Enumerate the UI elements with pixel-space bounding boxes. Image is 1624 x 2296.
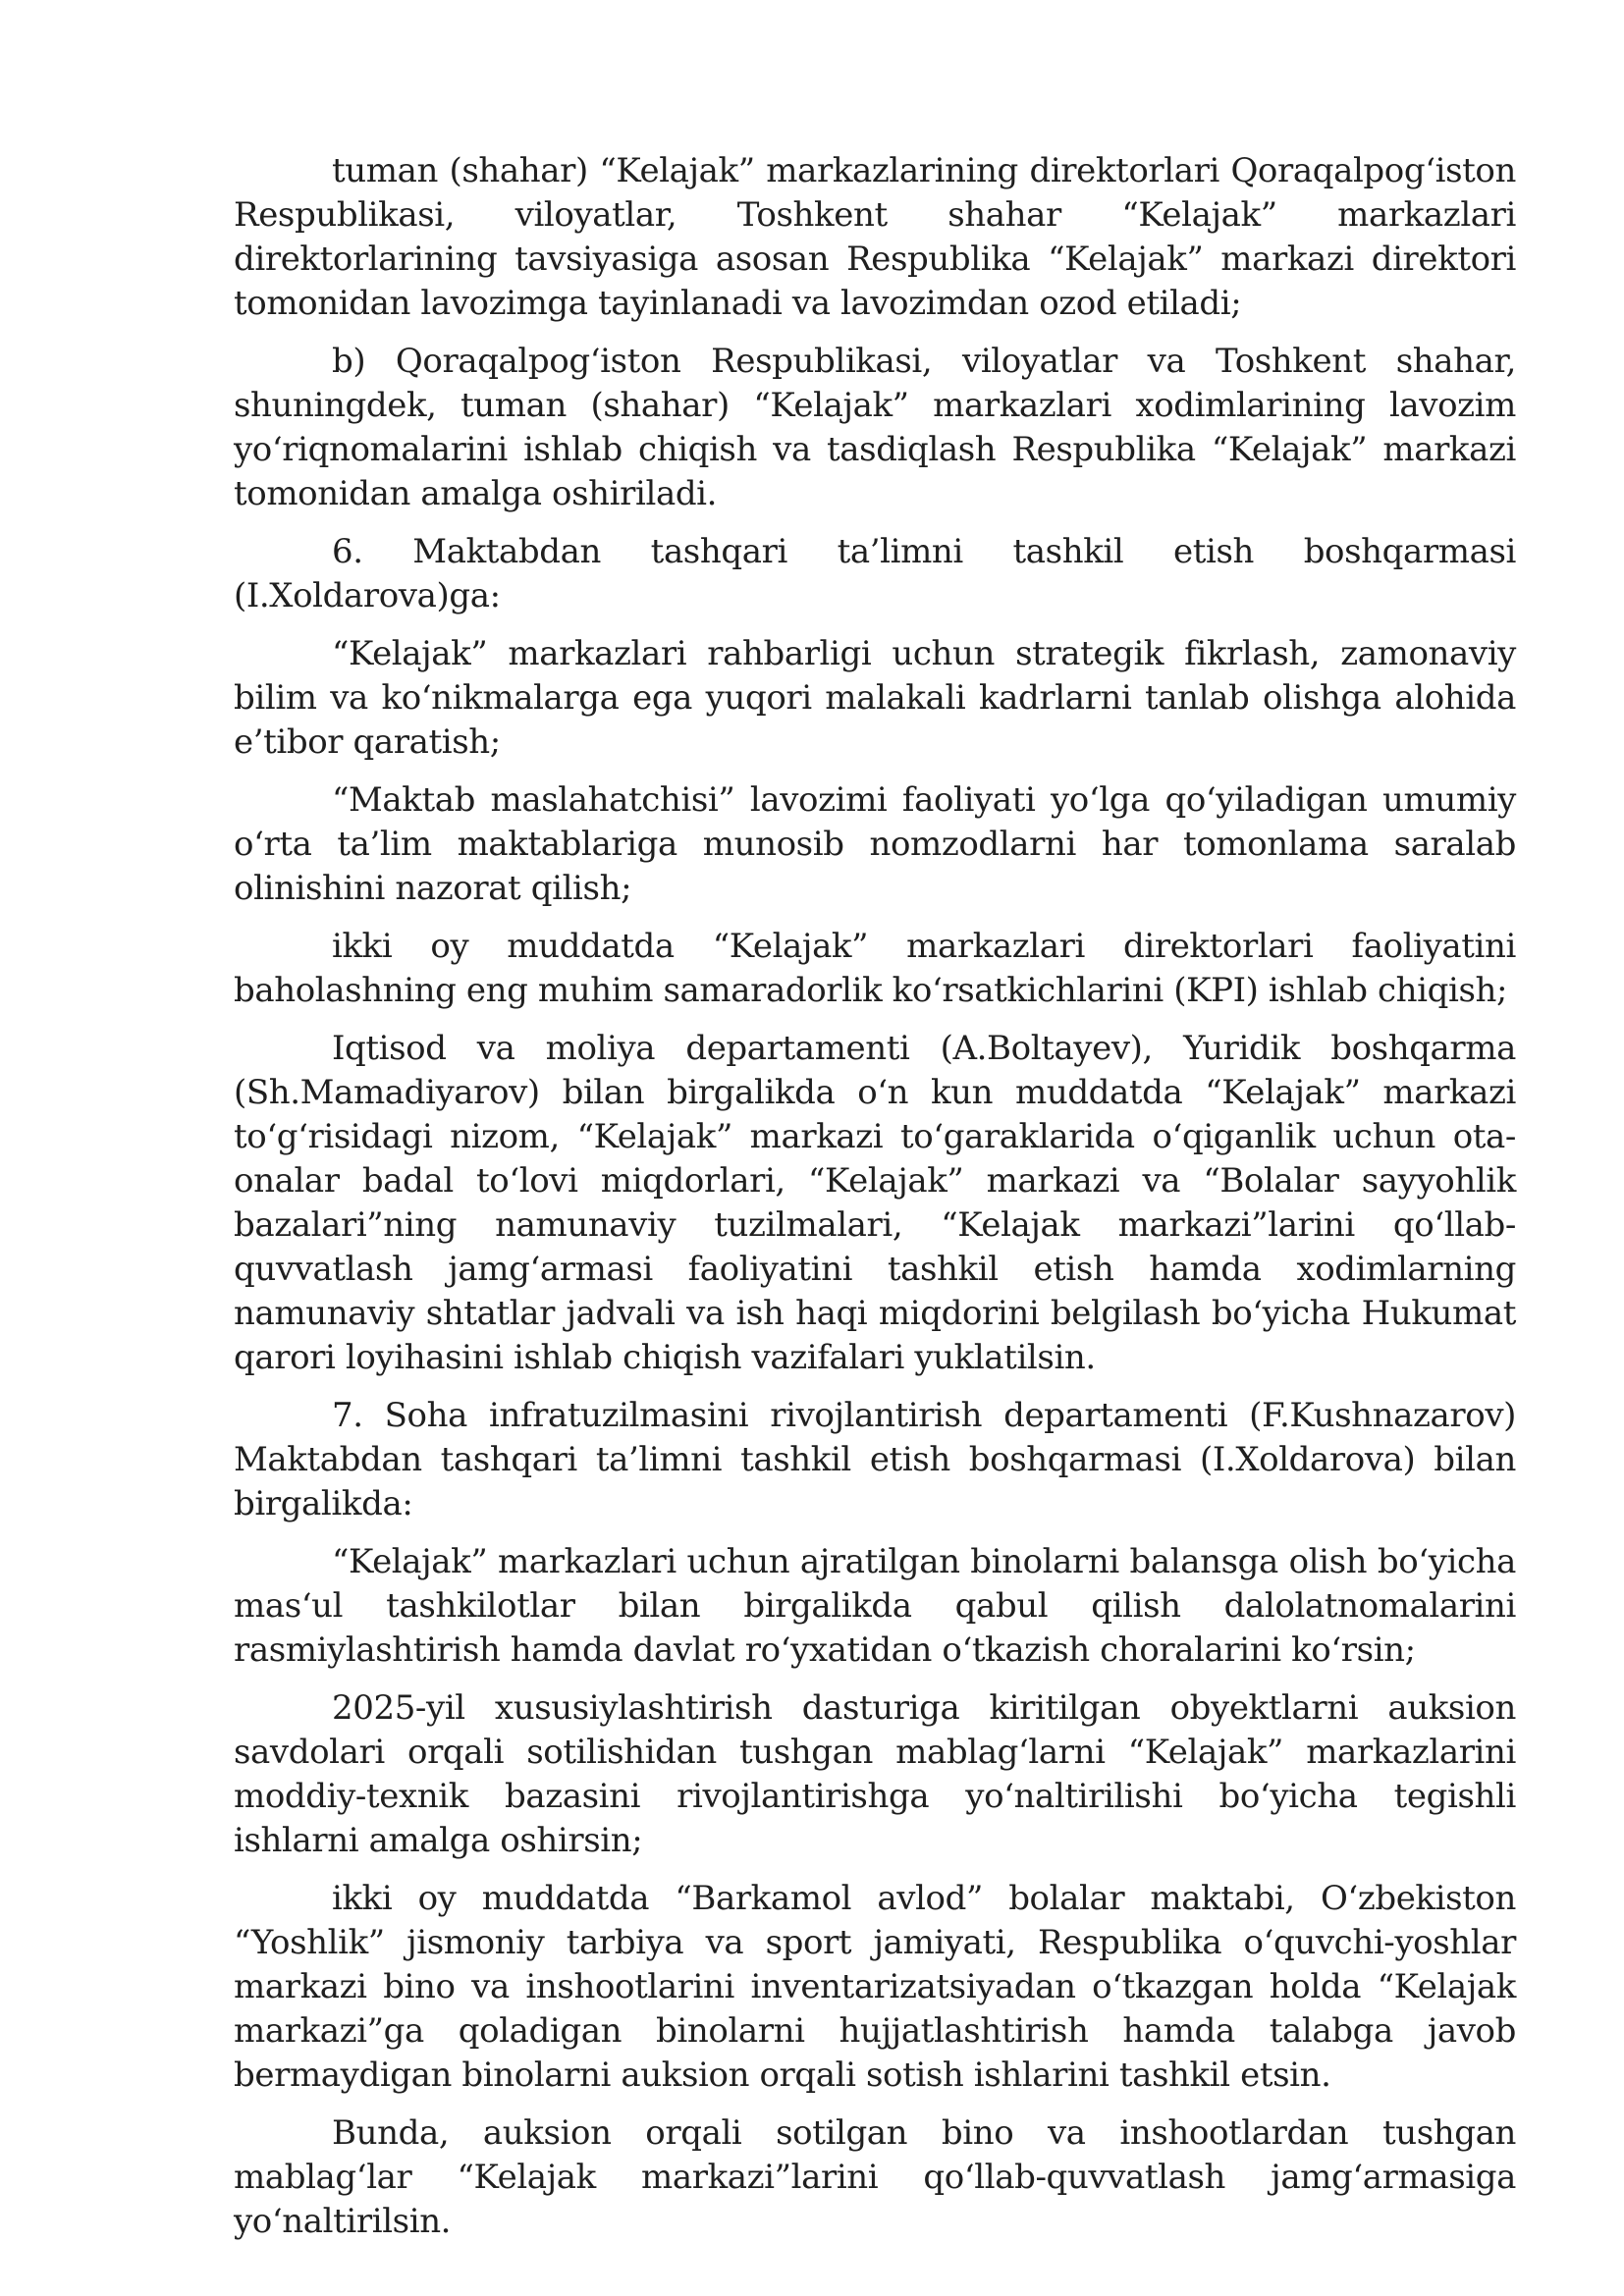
paragraph-item-7: 7. Soha infratuzilmasini rivojlantirish departamenti (F.Kushnazarov) Maktabdan tashqari ta’limni tashkil etish boshqarmasi (I.Xoldarova) bilan birgalikda: bbox=[234, 1396, 1516, 1523]
paragraph-kpi: ikki oy muddatda “Kelajak” markazlari direktorlari faoliyatini baholashning eng muhim samaradorlik ko‘rsatkichlarini (KPI) ishlab chiqish; bbox=[234, 927, 1516, 1010]
document-body bbox=[234, 149, 1516, 2244]
paragraph-item-b: b) Qoraqalpog‘iston Respublikasi, viloyatlar va Toshkent shahar, shuningdek, tuman (shahar) “Kelajak” markazlari xodimlarining lavozim yo‘riqnomalarini ishlab chiqish va tasdiqlash Respublika “Kelajak” markazi tomonidan amalga oshiriladi. bbox=[234, 342, 1516, 513]
paragraph-privatization-funds: 2025-yil xususiylashtirish dasturiga kiritilgan obyektlarni auksion savdolari orqali sotilishidan tushgan mablag‘larni “Kelajak” markazlarini moddiy-texnik bazasini rivojlantirishga yo‘naltirilishi bo‘yicha tegishli ishlarni amalga oshirsin; bbox=[234, 1688, 1516, 1860]
paragraph-leadership-selection: “Kelajak” markazlari rahbarligi uchun strategik fikrlash, zamonaviy bilim va ko‘nikmalarga ega yuqori malakali kadrlarni tanlab olishga alohida e’tibor qaratish; bbox=[234, 634, 1516, 762]
paragraph-regulation-draft: Iqtisod va moliya departamenti (A.Boltayev), Yuridik boshqarma (Sh.Mamadiyarov) bilan birgalikda o‘n kun muddatda “Kelajak” markazi to‘g‘risidagi nizom, “Kelajak” markazi to‘garaklarida o‘qiganlik uchun ota-onalar badal to‘lovi miqdorlari, “Kelajak” markazi va “Bolalar sayyohlik bazalari”ning namunaviy tuzilmalari, “Kelajak markazi”larini qo‘llab-quvvatlash jamg‘armasi faoliyatini tashkil etish hamda xodimlarning namunaviy shtatlar jadvali va ish haqi miqdorini belgilash bo‘yicha Hukumat qarori loyihasini ishlab chiqish vazifalari yuklatilsin. bbox=[234, 1029, 1516, 1377]
paragraph-appointment: tuman (shahar) “Kelajak” markazlarining direktorlari Qoraqalpog‘iston Respublikasi, viloyatlar, Toshkent shahar “Kelajak” markazlari direktorlarining tavsiyasiga asosan Respublika “Kelajak” markazi direktori tomonidan lavozimga tayinlanadi va lavozimdan ozod etiladi; bbox=[234, 151, 1516, 323]
paragraph-auction-funds: Bunda, auksion orqali sotilgan bino va inshootlardan tushgan mablag‘lar “Kelajak markazi”larini qo‘llab-quvvatlash jamg‘armasiga yo‘naltirilsin. bbox=[234, 2113, 1516, 2241]
paragraph-buildings-balance: “Kelajak” markazlari uchun ajratilgan binolarni balansga olish bo‘yicha mas‘ul tashkilotlar bilan birgalikda qabul qilish dalolatnomalarini rasmiylashtirish hamda davlat ro‘yxatidan o‘tkazish choralarini ko‘rsin; bbox=[234, 1542, 1516, 1670]
paragraph-item-6: 6. Maktabdan tashqari ta’limni tashkil etish boshqarmasi (I.Xoldarova)ga: bbox=[234, 532, 1516, 615]
paragraph-school-advisor: “Maktab maslahatchisi” lavozimi faoliyati yo‘lga qo‘yiladigan umumiy o‘rta ta’lim maktablariga munosib nomzodlarni har tomonlama saralab olinishini nazorat qilish; bbox=[234, 780, 1516, 908]
paragraph-inventory: ikki oy muddatda “Barkamol avlod” bolalar maktabi, O‘zbekiston “Yoshlik” jismoniy tarbiya va sport jamiyati, Respublika o‘quvchi-yoshlar markazi bino va inshootlarini inventarizatsiyadan o‘tkazgan holda “Kelajak markazi”ga qoladigan binolarni hujjatlashtirish hamda talabga javob bermaydigan binolarni auksion orqali sotish ishlarini tashkil etsin. bbox=[234, 1879, 1516, 2095]
